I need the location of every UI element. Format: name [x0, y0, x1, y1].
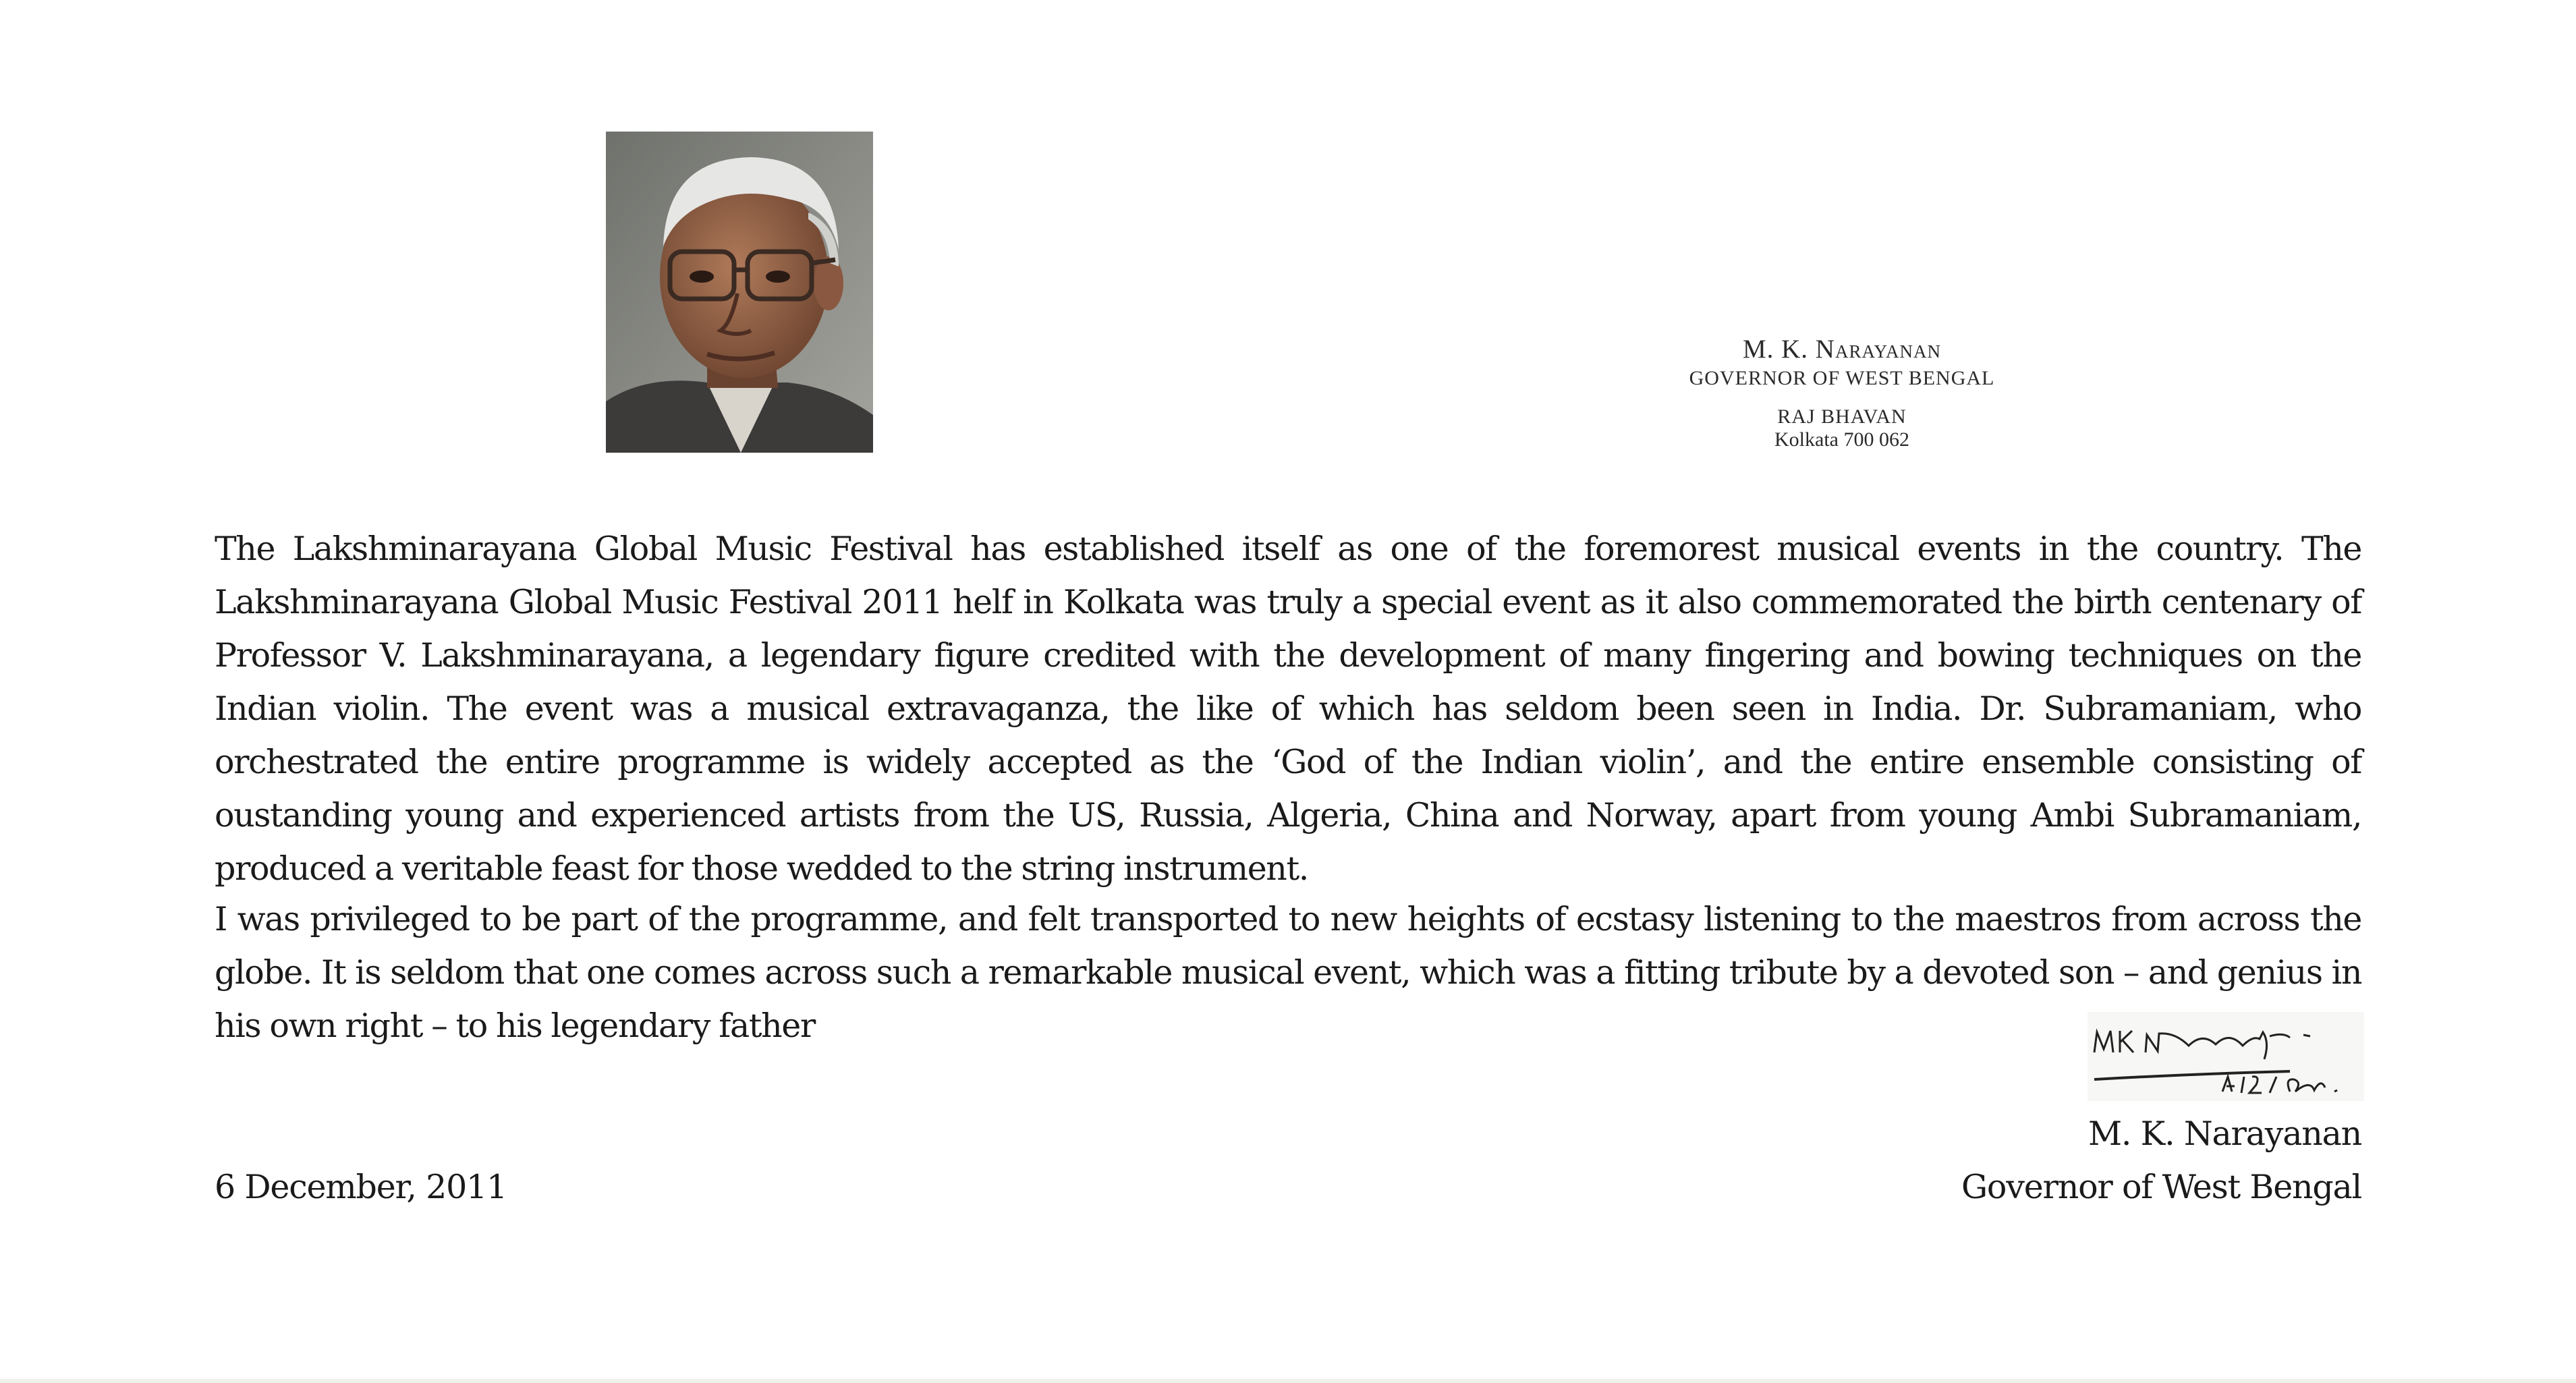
letter-date: 6 December, 2011 — [215, 1168, 507, 1206]
letterhead-address-line2: Kolkata 700 062 — [1774, 428, 1909, 451]
portrait-photo — [606, 132, 873, 453]
signoff-name: M. K. Narayanan — [2088, 1114, 2361, 1153]
body-paragraph-1: The Lakshminarayana Global Music Festival has established itself as one of the foremorest musical events in the country. The Lakshminarayana Global Music Festival 2011 helf in Kolkata was truly a special event as it also commemorated the birth centenary of Professor V. Lakshminarayana, a legendary figure credited with the development of many fingering and bowing techniques on the Indian violin. The event was a musical extravaganza, the like of which has seldom been seen in India. Dr. Subramaniam, who orchestrated the entire programme is widely accepted as the ‘God of the Indian violin’, and the entire ensemble consisting of oustanding young and experienced artists from the US, Russia, Algeria, China and Norway, apart from young Ambi Subramaniam, produced a veritable feast for those wedded to the string instrument. — [215, 530, 2361, 888]
signoff-title: Governor of West Bengal — [1961, 1168, 2361, 1206]
handwritten-signature — [2088, 1012, 2364, 1101]
portrait-photo-icon — [606, 132, 873, 453]
handwritten-signature-icon — [2088, 1012, 2364, 1101]
letterhead-title: GOVERNOR OF WEST BENGAL — [1689, 367, 1995, 389]
letterhead-name: M. K. Narayanan — [1742, 335, 1942, 364]
page-bottom-divider — [0, 1379, 2576, 1383]
body-paragraph-2: I was privileged to be part of the programme, and felt transported to new heights of ecstasy listening to the maestros from across the globe. It is seldom that one comes across such a remarkable musical event, which was a fitting tribute by a devoted son – and genius in his own right – to his legendary father — [215, 900, 2361, 1045]
letterhead — [1572, 334, 2112, 451]
letterhead-address-line1: RAJ BHAVAN — [1777, 405, 1907, 428]
